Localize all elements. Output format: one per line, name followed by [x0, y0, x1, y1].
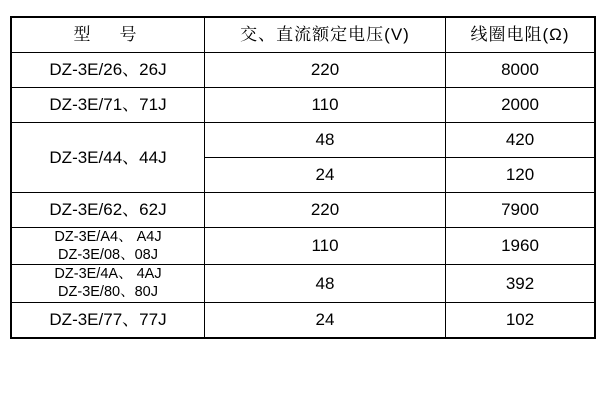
model-line: DZ-3E/A4、 A4J: [54, 229, 162, 245]
header-model: 型 号: [11, 17, 205, 53]
cell-voltage: 110: [205, 228, 446, 265]
cell-model: [11, 53, 205, 88]
table-row: [11, 88, 595, 123]
cell-voltage: 220: [205, 193, 446, 228]
table-row: [11, 123, 595, 158]
cell-model: [11, 228, 205, 265]
table-header: [11, 17, 595, 53]
cell-resistance: 420: [446, 123, 596, 158]
table-header-row: [11, 17, 595, 53]
cell-model: [11, 123, 205, 193]
header-resistance: 线圈电阻(Ω): [446, 17, 596, 53]
table-row: [11, 53, 595, 88]
cell-resistance: 392: [446, 265, 596, 302]
cell-resistance: 8000: [446, 53, 596, 88]
table-body: [11, 53, 595, 338]
table-row: [11, 228, 595, 265]
spec-table-container: [10, 16, 590, 339]
model-line: DZ-3E/26、26J: [49, 60, 167, 80]
cell-resistance: 120: [446, 158, 596, 193]
header-voltage: 交、直流额定电压(V): [205, 17, 446, 53]
cell-model: [11, 193, 205, 228]
cell-voltage: 24: [205, 158, 446, 193]
model-line: DZ-3E/77、77J: [49, 309, 167, 329]
cell-resistance: 2000: [446, 88, 596, 123]
table-row: [11, 265, 595, 302]
model-line: DZ-3E/4A、 4AJ: [54, 266, 162, 283]
cell-voltage: 220: [205, 53, 446, 88]
model-line: DZ-3E/62、62J: [49, 200, 167, 220]
cell-voltage: 110: [205, 88, 446, 123]
cell-model: [11, 265, 205, 302]
table-row: [11, 302, 595, 338]
cell-model: [11, 302, 205, 338]
cell-voltage: 48: [205, 265, 446, 302]
table-row: [11, 193, 595, 228]
cell-resistance: 7900: [446, 193, 596, 228]
model-line: DZ-3E/71、71J: [49, 95, 167, 115]
model-line: DZ-3E/44、44J: [49, 147, 167, 167]
cell-voltage: 48: [205, 123, 446, 158]
specification-table: [10, 16, 596, 339]
model-line: DZ-3E/08、08J: [58, 247, 158, 264]
cell-model: [11, 88, 205, 123]
cell-resistance: 102: [446, 302, 596, 338]
model-line: DZ-3E/80、80J: [58, 284, 158, 301]
cell-voltage: 24: [205, 302, 446, 338]
cell-resistance: 1960: [446, 228, 596, 265]
